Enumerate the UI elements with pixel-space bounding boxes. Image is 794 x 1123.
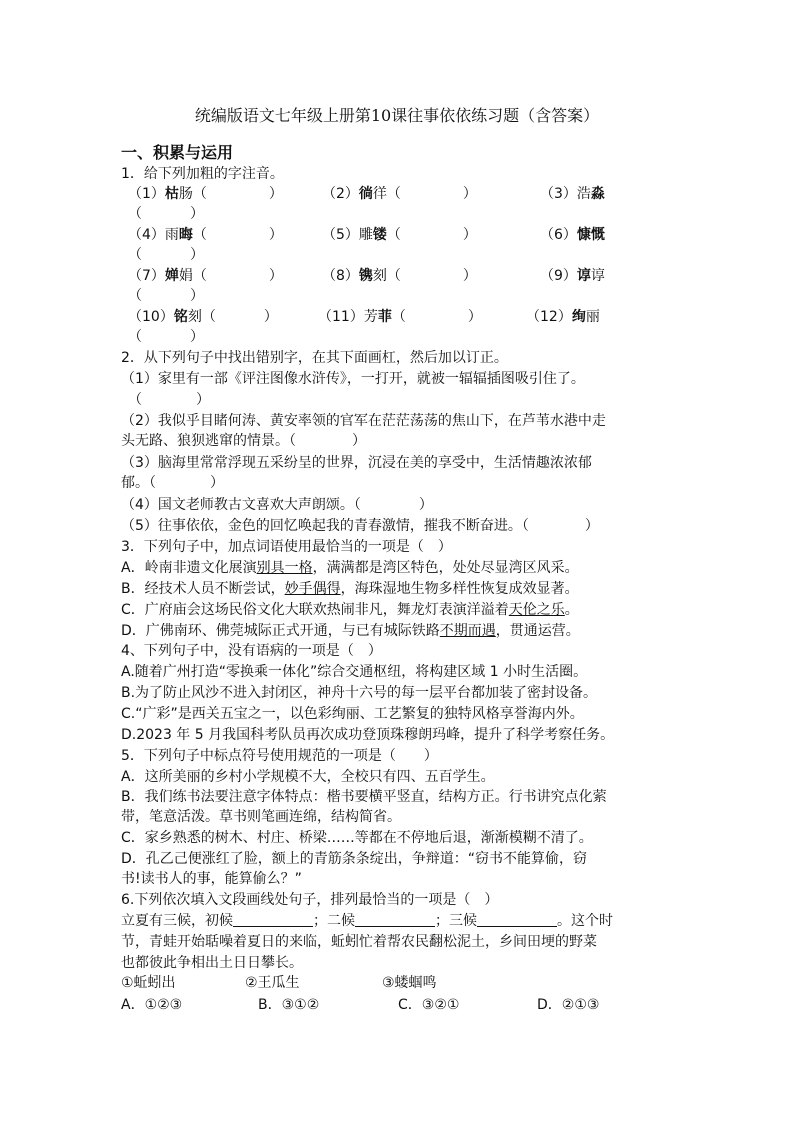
q5-stem: 5．下列句子中标点符号使用规范的一项是（ ）	[121, 748, 438, 764]
q6-stem: 6.下列依次填入文段画线处句子，排列最恰当的一项是（ ）	[121, 892, 499, 908]
q6-item-1: ①蚯蚓出	[121, 975, 176, 991]
q2-line-2b: 头无路、狼狈逃窜的情景。（ ）	[121, 433, 366, 449]
blank-1[interactable]	[233, 912, 313, 927]
q6-passage-line-2: 节，青蛙开始聒噪着夏日的来临，蚯蚓忙着帮农民翻松泥土，乡间田埂的野菜	[121, 934, 597, 950]
q4-option-a: A.随着广州打造“零换乘一体化”综合交通枢纽，将构建区域 1 小时生活圈。	[121, 664, 588, 680]
q6-choice-c: C．③②①	[398, 997, 460, 1013]
q3-option-d: D．广佛南环、佛莞城际正式开通，与已有城际铁路不期而遇，贯通运营。	[121, 623, 580, 639]
q4-option-b: B.为了防止风沙不进入封闭区，神舟十六号的每一层平台都加装了密封设备。	[121, 685, 598, 701]
q5-option-b: B．我们练书法要注意字体特点：楷书要横平竖直，结构方正。行书讲究点化萦	[121, 789, 607, 805]
q1-item-12-answer: （ ）	[128, 329, 204, 345]
q2-line-4: （4）国文老师教古文喜欢大声朗颂。（ ）	[121, 497, 433, 513]
q2-line-1-answer: （ ）	[128, 392, 210, 408]
page-title: 统编版语文七年级上册第10课往事依依练习题（含答案）	[194, 106, 600, 125]
q5-option-a: A．这所美丽的乡村小学规模不大，全校只有四、五百学生。	[121, 769, 495, 785]
q6-choice-d: D．②①③	[537, 997, 600, 1013]
q1-item-6-answer: （ ）	[128, 247, 204, 263]
q2-line-1: （1）家里有一部《评注图像水浒传》，一打开，就被一辐辐插图吸引住了。	[121, 371, 585, 387]
q4-stem: 4、下列句子中，没有语病的一项是（ ）	[121, 643, 382, 659]
q2-line-3b: 郁。（ ）	[121, 475, 224, 491]
q1-item-9-answer: （ ）	[128, 288, 204, 304]
q3-option-a: A．岭南非遗文化展演别具一格，满满都是湾区特色，处处尽显湾区风采。	[121, 560, 579, 576]
q5-option-d: D．孔乙己便涨红了脸，额上的青筋条条绽出，争辩道：“窃书不能算偷，窃	[121, 851, 588, 867]
q4-option-c: C.“广彩”是西关五宝之一，以色彩绚丽、工艺繁复的独特风格享誉海内外。	[121, 706, 584, 722]
q1-item-12: （12）绚丽	[526, 309, 600, 325]
q6-item-3: ③蝼蝈鸣	[382, 975, 437, 991]
q1-stem: 1．给下列加粗的字注音。	[121, 166, 284, 182]
q5-option-c: C．家乡熟悉的树木、村庄、桥梁……等都在不停地后退，渐渐模糊不清了。	[121, 830, 593, 846]
q2-line-3: （3）脑海里常常浮现五采纷呈的世界，沉浸在美的享受中，生活情趣浓浓郁	[121, 455, 592, 471]
q1-item-10: （10）铭刻（ ）	[128, 309, 278, 325]
q1-item-4: （4）雨晦（ ）	[128, 227, 283, 243]
q1-item-6: （6）慷慨	[540, 227, 605, 243]
q1-item-1: （1）枯肠（ ）	[128, 186, 283, 202]
q1-item-3: （3）浩淼	[540, 186, 605, 202]
q1-item-2: （2）徜徉（ ）	[322, 186, 477, 202]
q1-item-8: （8）镌刻（ ）	[322, 268, 477, 284]
q1-item-3-answer: （ ）	[128, 206, 204, 222]
q5-option-b-cont: 带，笔意活泼。草书则笔画连绵，结构简省。	[121, 809, 401, 825]
q3-option-b: B．经技术人员不断尝试，妙手偶得，海珠湿地生物多样性恢复成效显著。	[121, 581, 579, 597]
q2-stem: 2．从下列句子中找出错别字，在其下面画杠，然后加以订正。	[121, 350, 508, 366]
q4-option-d: D.2023 年 5 月我国科考队员再次成功登顶珠穆朗玛峰，提升了科学考察任务。	[121, 727, 615, 743]
q1-item-9: （9）谆谆	[540, 268, 605, 284]
q6-passage-line-3: 也都彼此争相出土日日攀长。	[121, 955, 303, 971]
q1-item-7: （7）婵娟（ ）	[128, 268, 283, 284]
blank-3[interactable]	[477, 912, 557, 927]
q6-passage-line-1: 立夏有三候，初候 ；二候 ；三候 。这个时	[121, 913, 613, 929]
section-heading: 一、积累与运用	[121, 143, 234, 162]
q3-stem: 3．下列句子中，加点词语使用最恰当的一项是（ ）	[121, 539, 452, 555]
q1-item-5: （5）雕镂（ ）	[322, 227, 477, 243]
q6-item-2: ②王瓜生	[245, 975, 300, 991]
q2-line-2: （2）我似乎目睹何涛、黄安率领的官军在茫茫荡荡的焦山下，在芦苇水港中走	[121, 413, 606, 429]
q2-line-5: （5）往事依依，金色的回忆唤起我的青春激情，摧我不断奋进。（ ）	[121, 518, 599, 534]
blank-2[interactable]	[355, 912, 435, 927]
q1-item-11: （11）芳菲（ ）	[318, 309, 482, 325]
q6-choice-a: A．①②③	[121, 997, 183, 1013]
q5-option-d-cont: 书!读书人的事，能算偷么？”	[121, 871, 302, 887]
q3-option-c: C．广府庙会这场民俗文化大联欢热闹非凡，舞龙灯表演洋溢着天伦之乐。	[121, 602, 579, 618]
q6-choice-b: B．③①②	[258, 997, 320, 1013]
